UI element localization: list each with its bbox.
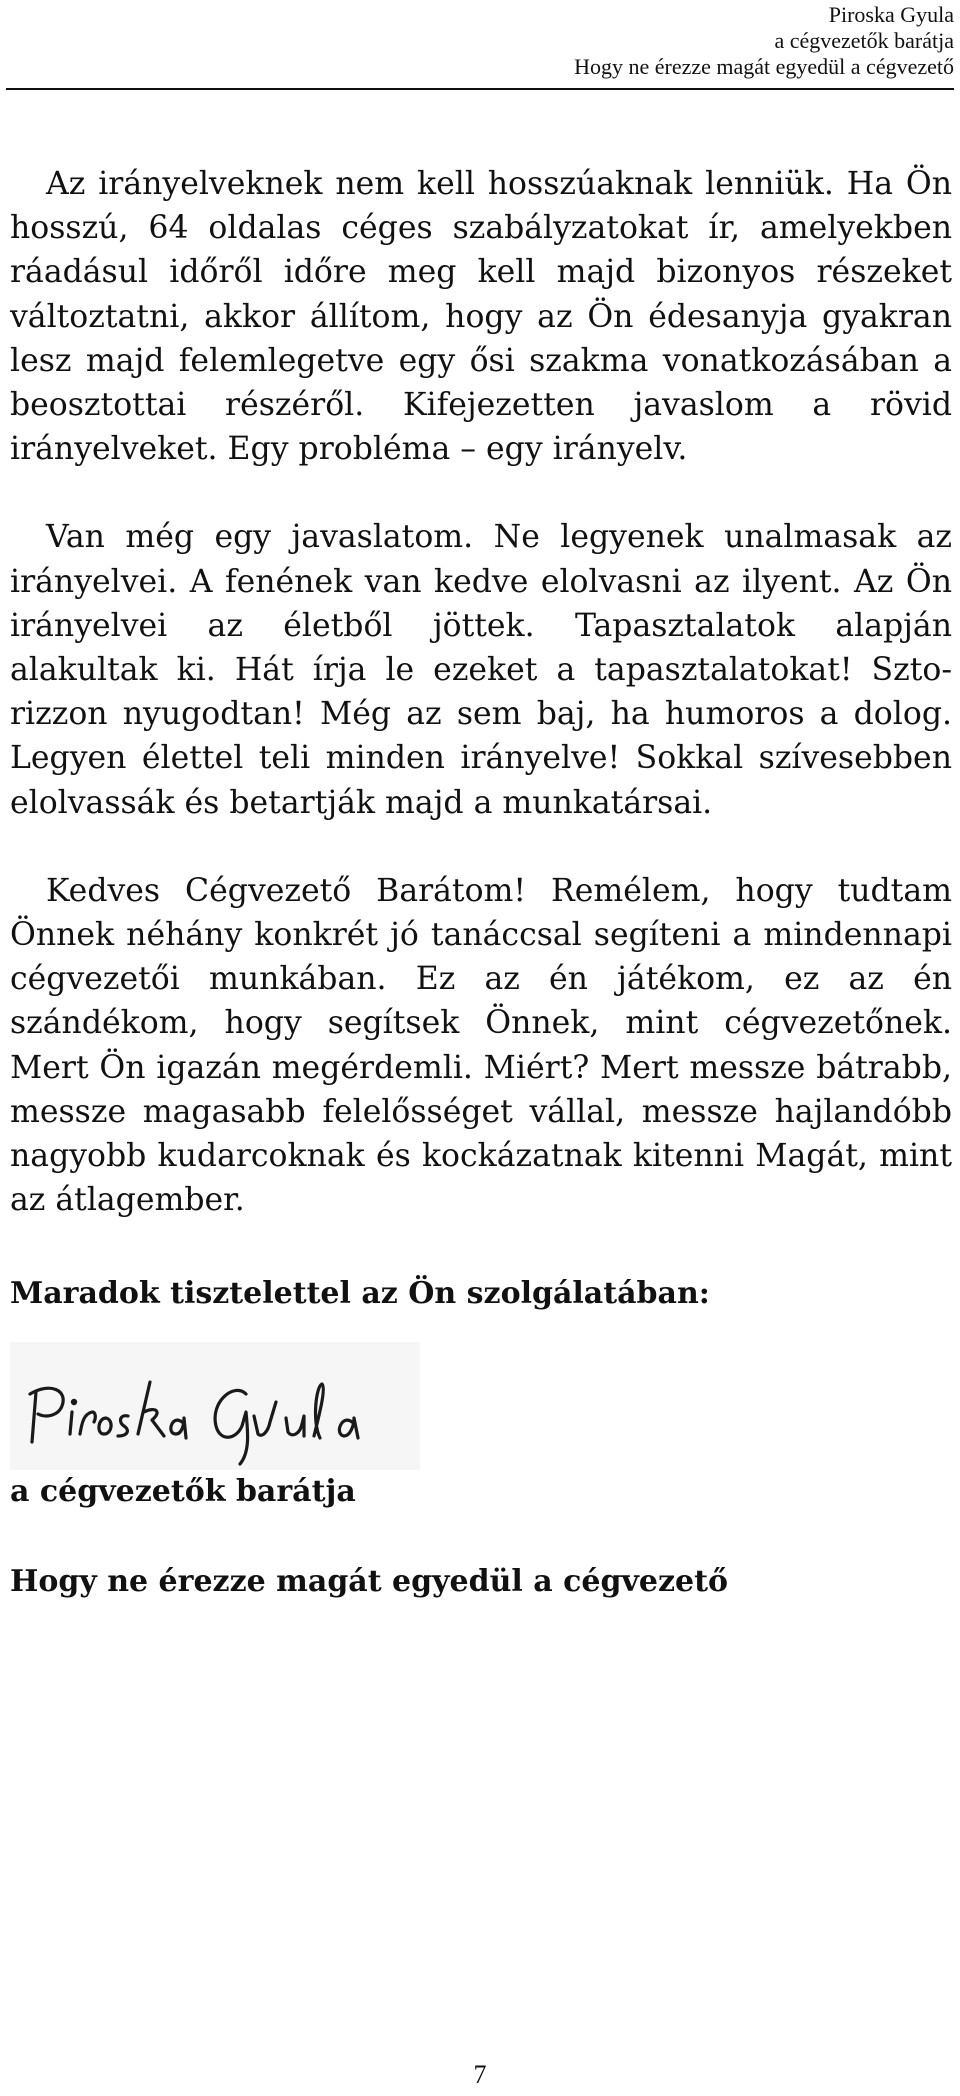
- signature-image: [10, 1342, 420, 1470]
- header-book-title: Hogy ne érezze magát egyedül a cégvezető: [574, 54, 954, 79]
- page-number: 7: [473, 2060, 487, 2089]
- signature-book-title: Hogy ne érezze magát egyedül a cégvezető: [10, 1564, 728, 1600]
- paragraph-guidelines-boring: Van még egy javaslatom. Ne legyenek unalmasak az irányelvei. A fenének van kedve elolvasni az ilyent. Az Ön irányelvei az életből jöttek. Tapasztalatok alapján alakultak ki. Hát írja le ezeket a tapasztalatokat! Sztorizzon nyugodtan! Még az sem baj, ha humoros a dolog. Legyen élettel teli minden irányelve! Sokkal szívesebben elolvassák és betartják majd a munkatársai.: [10, 519, 952, 821]
- paragraph-dear-ceo: Kedves Cégvezető Barátom! Remélem, hogy tudtam Önnek néhány konkrét jó tanáccsal segíteni a mindennapi cégvezetői munkában. Ez az én játékom, ez az én szándékom, hogy segítsek Önnek, mint cégvezetőnek. Mert Ön igazán megérdemli. Miért? Mert messze bátrabb, messze magasabb felelősséget vállal, messze hajlandóbb nagyobb kudarcoknak és kockázatnak kitenni Magát, mint az átlagember.: [10, 872, 952, 1219]
- signature-title: a cégvezetők barátja: [10, 1474, 356, 1510]
- paragraph-guidelines-length: Az irányelveknek nem kell hosszúaknak lenniük. Ha Ön hosszú, 64 oldalas céges szabályzatokat ír, amelyekben ráadásul időről időre meg kell majd bizonyos részeket változtatni, akkor állítom, hogy az Ön édesanyja gyakran lesz majd felemlegetve egy ősi szakma vonatkozásában a beosztottai részéről. Kifejezetten javaslom a rövid irányelveket. Egy probléma – egy irányelv.: [10, 166, 952, 468]
- header-author: Piroska Gyula: [828, 2, 954, 27]
- page-header: [6, 0, 954, 90]
- handwritten-signature: [10, 1342, 420, 1470]
- header-subtitle: a cégvezetők barátja: [774, 28, 954, 53]
- page-body: [10, 162, 952, 1602]
- closing-line: Maradok tisztelettel az Ön szolgálatában:: [10, 1276, 710, 1312]
